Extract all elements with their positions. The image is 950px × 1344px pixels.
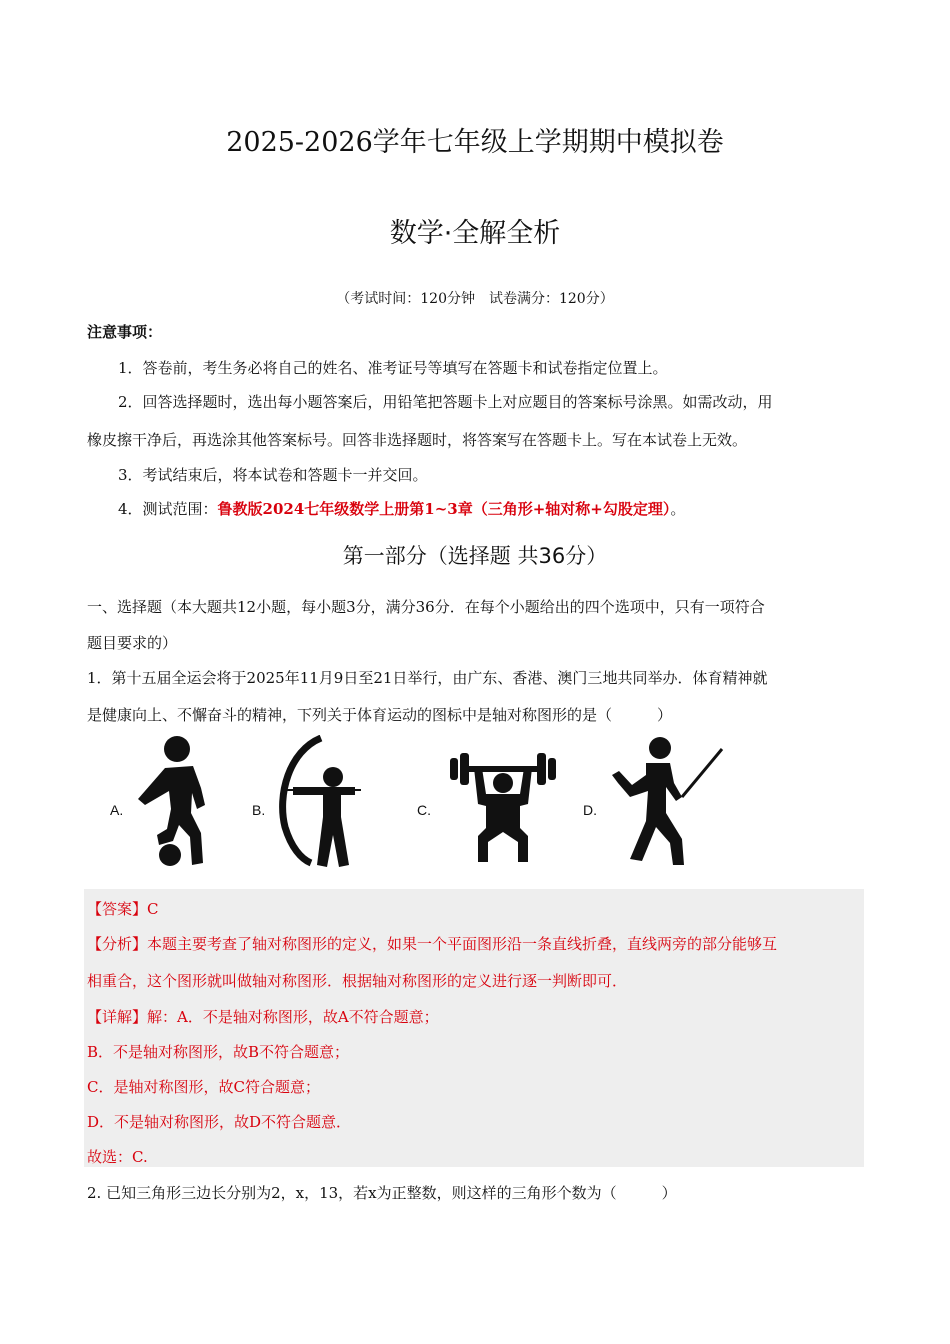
exam-meta: （考试时间：120分钟 试卷满分：120分） bbox=[336, 291, 614, 307]
question-1-text: 1．第十五届全运会将于2025年11月9日至21日举行，由广东、香港、澳门三地共同举办．体育精神就 bbox=[87, 669, 768, 687]
question-2-text: 2. 已知三角形三边长分别为2，x，13，若x为正整数，则这样的三角形个数为（ ） bbox=[87, 1184, 677, 1202]
notice-item-4 bbox=[118, 498, 685, 519]
section-intro-cont: 题目要求的） bbox=[87, 634, 178, 652]
detail-line-a bbox=[87, 1006, 439, 1027]
section-intro: 一、选择题（本大题共12小题，每小题3分，满分36分．在每个小题给出的四个选项中，只有一项符合 bbox=[87, 598, 765, 616]
detail-line-b: B．不是轴对称图形，故B不符合题意； bbox=[87, 1043, 350, 1061]
analysis-text-cont: 相重合，这个图形就叫做轴对称图形．根据轴对称图形的定义进行逐一判断即可． bbox=[87, 972, 628, 990]
notice-item-3: 3．考试结束后，将本试卷和答题卡一并交回。 bbox=[118, 466, 428, 484]
option-c-label: C. bbox=[417, 802, 431, 818]
detail-a-text: 解：A．不是轴对称图形，故A不符合题意； bbox=[147, 1008, 439, 1026]
weightlifter-icon bbox=[448, 750, 558, 865]
exam-title: 2025-2026学年七年级上学期期中模拟卷 bbox=[226, 127, 724, 158]
notice-item-1: 1．答卷前，考生务必将自己的姓名、准考证号等填写在答题卡和试卷指定位置上。 bbox=[118, 359, 668, 377]
exam-subtitle: 数学·全解全析 bbox=[389, 218, 561, 249]
detail-line-d: D．不是轴对称图形，故D不符合题意． bbox=[87, 1113, 352, 1131]
notice-heading: 注意事项： bbox=[87, 323, 163, 341]
notice-item-2-cont: 橡皮擦干净后，再选涂其他答案标号。回答非选择题时，将答案写在答题卡上。写在本试卷上无效。 bbox=[87, 431, 748, 449]
option-b-label: B. bbox=[252, 802, 266, 818]
question-1-text-cont: 是健康向上、不懈奋斗的精神，下列关于体育运动的图标中是轴对称图形的是（ ） bbox=[87, 706, 673, 724]
test-scope: 鲁教版2024七年级数学上册第1~3章（三角形+轴对称+勾股定理） bbox=[217, 500, 671, 518]
notice-item-4-suffix: 。 bbox=[670, 500, 686, 518]
conclusion-text: 故选：C. bbox=[87, 1148, 148, 1166]
notice-item-2: 2．回答选择题时，选出每小题答案后，用铅笔把答题卡上对应题目的答案标号涂黑。如需改动，用 bbox=[118, 393, 773, 411]
detail-label: 【详解】 bbox=[87, 1008, 148, 1026]
fencer-icon bbox=[610, 735, 725, 870]
notice-item-4-prefix: 4．测试范围： bbox=[118, 500, 218, 518]
option-a-label: A. bbox=[110, 802, 124, 818]
detail-line-c: C．是轴对称图形，故C符合题意； bbox=[87, 1078, 320, 1096]
archer-icon bbox=[275, 735, 365, 870]
answer-label: 【答案】C bbox=[87, 900, 159, 918]
analysis-text: 【分析】本题主要考查了轴对称图形的定义，如果一个平面图形沿一条直线折叠，直线两旁的部分能够互 bbox=[87, 935, 778, 953]
option-d-label: D. bbox=[583, 802, 597, 818]
soccer-player-icon bbox=[135, 733, 225, 868]
section-title: 第一部分（选择题 共36分） bbox=[342, 544, 608, 568]
